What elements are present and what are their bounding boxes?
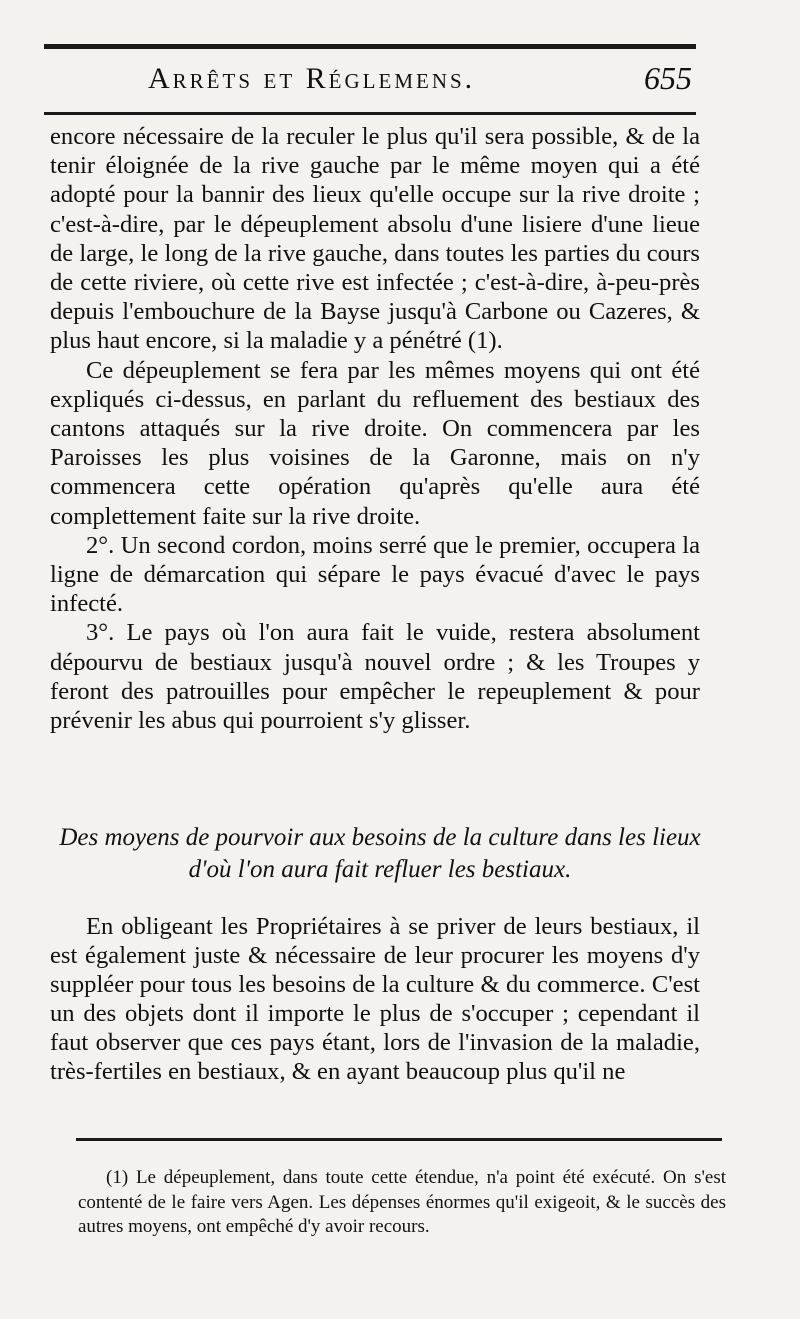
paragraph-proprietaires: En obligeant les Propriétaires à se priver de leurs bestiaux, il est également juste & nécessaire de leur procurer les moyens d'y suppléer pour tous les besoins de la culture & du commerce. C'est un des objets dont il importe le plus de s'occuper ; cependant il faut observer que ces pays étant, lors de l'invasion de la maladie, très-fertiles en bestiaux, & en ayant beaucoup plus qu'il ne bbox=[50, 913, 700, 1085]
paragraph-second-cordon: 2°. Un second cordon, moins serré que le premier, occupera la ligne de démarcation qui sépare le pays évacué d'avec le pays infecté. bbox=[50, 531, 700, 618]
header-rule bbox=[44, 112, 696, 115]
footnote-text: (1) Le dépeuplement, dans toute cette étendue, n'a point été exécuté. On s'est contenté de le faire vers Agen. Les dépenses énormes qu'il exigeoit, & le succès des autres moyens, ont empêché d'y avoir recours. bbox=[78, 1167, 726, 1237]
page-number: 655 bbox=[644, 60, 692, 96]
running-head: Arrêts et Réglemens. bbox=[148, 62, 476, 95]
page-header bbox=[44, 58, 696, 102]
section-text bbox=[50, 912, 700, 1086]
main-text bbox=[50, 122, 700, 735]
paragraph-depeuplement: Ce dépeuplement se fera par les mêmes moyens qui ont été expliqués ci-dessus, en parlant du refluement des bestiaux des cantons attaqués sur la rive droite. On commencera par les Paroisses les plus voisines de la Garonne, mais on n'y commencera cette opération qu'après qu'elle aura été complettement faite sur la rive droite. bbox=[50, 356, 700, 530]
section-heading: Des moyens de pourvoir aux besoins de la culture dans les lieux d'où l'on aura fait refluer les bestiaux. bbox=[59, 824, 701, 883]
footnote-rule bbox=[76, 1138, 722, 1141]
paragraph-continuation: encore nécessaire de la reculer le plus qu'il sera possible, & de la tenir éloignée de la rive gauche par le même moyen qui a été adopté pour la bannir des lieux qu'elle occupe sur la rive droite ; c'est-à-dire, par le dépeuplement absolu d'une lisiere d'une lieue de large, le long de la rive gauche, dans toutes les parties du cours de cette riviere, où cette rive est infectée ; c'est-à-dire, à-peu-près depuis l'embouchure de la Bayse jusqu'à Carbone ou Cazeres, & plus haut encore, si la maladie y a pénétré (1). bbox=[50, 123, 700, 355]
paragraph-pays-vuide: 3°. Le pays où l'on aura fait le vuide, restera absolument dépourvu de bestiaux jusqu'à nouvel ordre ; & les Troupes y feront des patrouilles pour empêcher le repeuplement & pour prévenir les abus qui pourroient s'y glisser. bbox=[50, 619, 700, 735]
top-rule bbox=[44, 44, 696, 49]
footnote bbox=[78, 1166, 726, 1240]
